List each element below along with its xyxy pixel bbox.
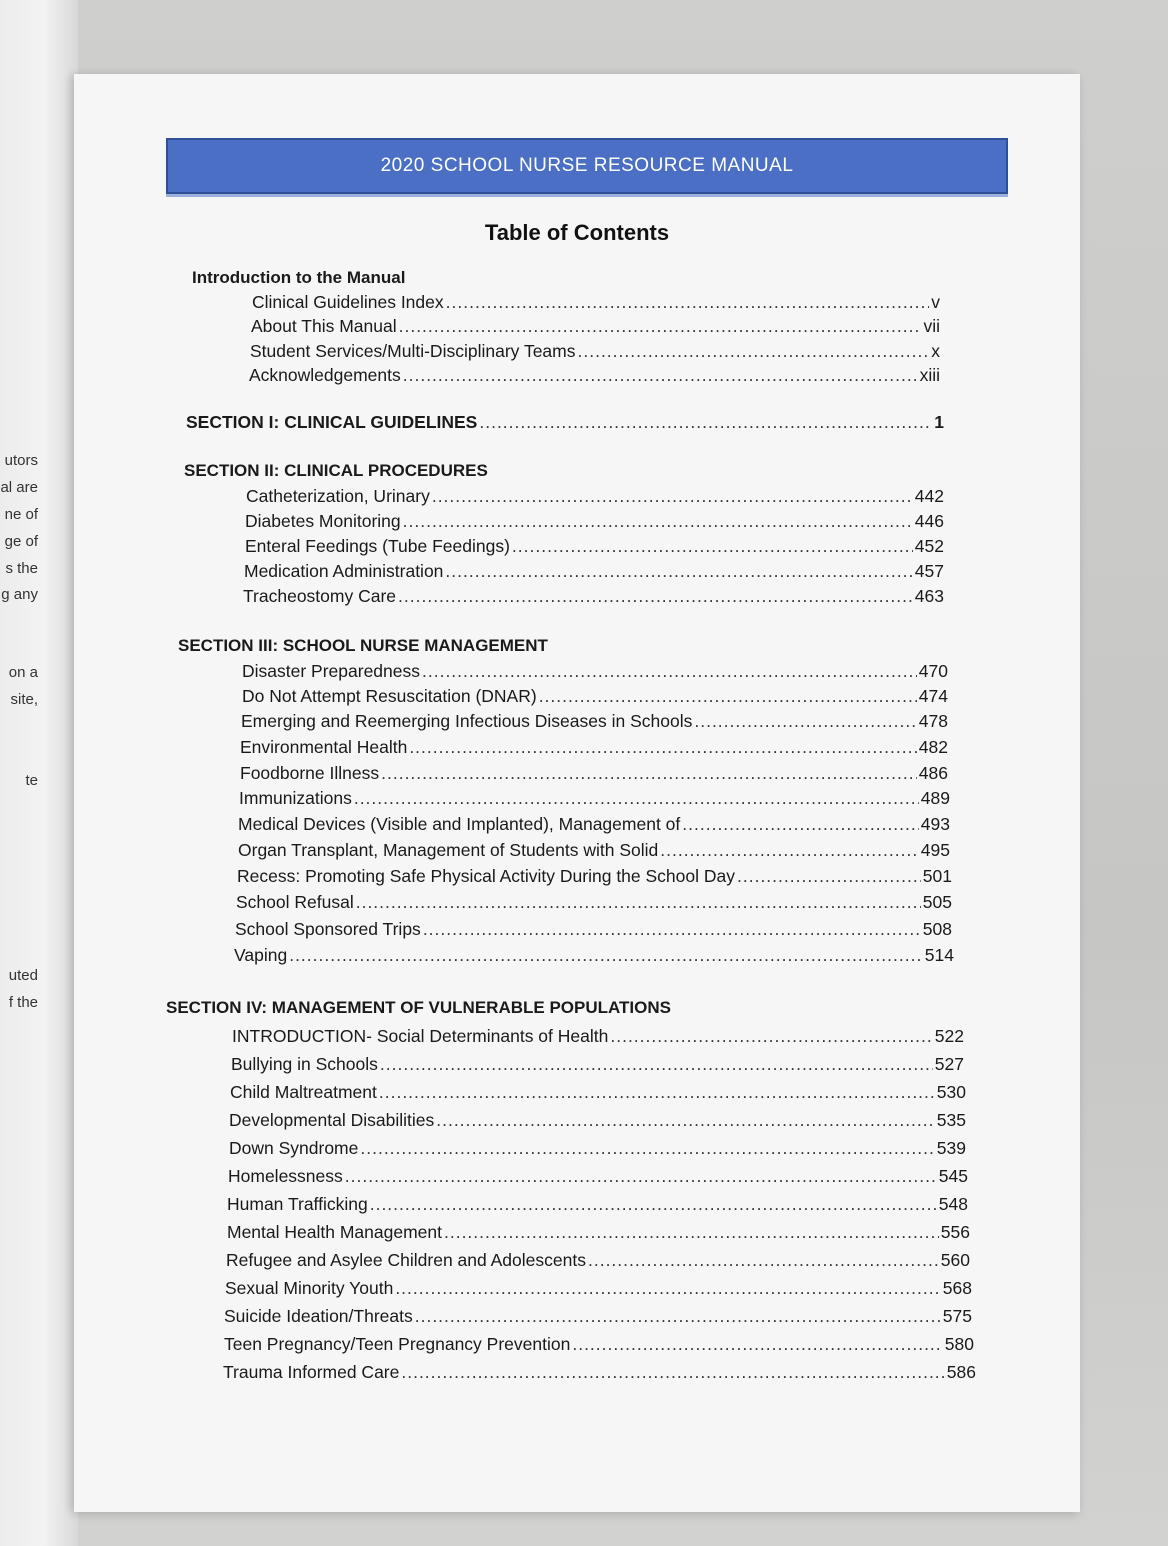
toc-entry[interactable] [230,1082,966,1103]
toc-entry-page: 527 [934,1054,964,1074]
leader-dots [415,1306,941,1327]
facing-page-text: g any [1,586,38,603]
toc-entry[interactable] [234,945,954,966]
toc-entry[interactable] [241,711,948,732]
toc-entry-page: 535 [936,1110,966,1130]
leader-dots [479,412,932,433]
facing-page-text: utors [4,452,38,469]
leader-dots [360,1138,934,1159]
toc-entry-title: Teen Pregnancy/Teen Pregnancy Prevention [224,1334,571,1354]
leader-dots [398,586,913,607]
toc-entry-title: Developmental Disabilities [229,1110,435,1130]
leader-dots [436,1110,935,1131]
leader-dots [395,1278,940,1299]
toc-entry[interactable] [251,316,940,337]
facing-page-text: al are [0,479,38,496]
leader-dots [682,814,919,835]
toc-entry-page: 586 [946,1362,976,1382]
leader-dots [422,661,917,682]
toc-entry[interactable] [231,1054,964,1075]
toc-section-clinical-guidelines[interactable] [186,412,944,433]
facing-page-text: f the [8,994,38,1011]
toc-entry-title: Student Services/Multi-Disciplinary Teams [250,341,576,361]
toc-entry[interactable] [226,1250,970,1271]
leader-dots [370,1194,937,1215]
toc-title: Table of Contents [484,220,670,245]
toc-entry-title: Vaping [234,945,288,965]
leader-dots [610,1026,932,1047]
facing-page-text: on a [8,664,38,681]
toc-entry-page: 470 [918,661,948,681]
leader-dots [578,341,930,362]
toc-entry-title: Refugee and Asylee Children and Adolescents [226,1250,586,1270]
leader-dots [737,866,921,887]
leader-dots [694,711,916,732]
toc-entry[interactable] [227,1194,968,1215]
leader-dots [379,1082,935,1103]
toc-entry-page: 482 [918,737,948,757]
toc-entry-page: 508 [922,919,952,939]
toc-entry-page: 580 [944,1334,974,1354]
toc-entry[interactable] [238,840,950,861]
toc-entry-title: Down Syndrome [229,1138,359,1158]
facing-page-text: ne of [4,506,38,523]
toc-heading-clinical-procedures: SECTION II: CLINICAL PROCEDURES [184,461,488,480]
toc-entry[interactable] [245,536,944,557]
toc-entry-title: Human Trafficking [227,1194,368,1214]
toc-entry-title: SECTION I: CLINICAL GUIDELINES [186,412,478,432]
toc-entry-page: 556 [940,1222,970,1242]
toc-entry-title: School Refusal [236,892,354,912]
table-of-contents [74,74,1080,1512]
facing-page-text: uted [8,967,38,984]
toc-entry[interactable] [240,763,948,784]
toc-entry[interactable] [245,511,944,532]
facing-page-edge [0,0,78,1546]
toc-entry-page: 530 [936,1082,966,1102]
toc-entry-title: Trauma Informed Care [223,1362,400,1382]
toc-entry-page: 463 [914,586,944,606]
toc-entry-page: 446 [914,511,944,531]
toc-entry[interactable] [224,1334,974,1355]
leader-dots [381,763,917,784]
toc-entry-title: Foodborne Illness [240,763,380,783]
toc-entry-title: Enteral Feedings (Tube Feedings) [245,536,510,556]
facing-page-text: s the [5,560,38,577]
toc-entry-page: 457 [914,561,944,581]
toc-entry-title: Mental Health Management [227,1222,442,1242]
toc-entry[interactable] [250,341,940,362]
toc-entry-title: INTRODUCTION- Social Determinants of Health [232,1026,609,1046]
toc-entry[interactable] [242,686,948,707]
toc-entry-page: 548 [938,1194,968,1214]
toc-entry[interactable] [223,1362,976,1383]
toc-entry-title: Sexual Minority Youth [225,1278,394,1298]
toc-entry-title: Immunizations [239,788,352,808]
toc-entry-title: Clinical Guidelines Index [252,292,444,312]
toc-entry-page: 489 [920,788,950,808]
manual-page [74,74,1080,1512]
toc-entry-title: Child Maltreatment [230,1082,377,1102]
toc-entry[interactable] [242,661,948,682]
toc-entry-page: xiii [919,365,940,385]
toc-entry[interactable] [243,586,944,607]
toc-entry-page: v [931,292,940,312]
toc-entry-page: 505 [922,892,952,912]
toc-entry[interactable] [229,1138,966,1159]
toc-entry-page: x [931,341,940,361]
toc-entry-page: 442 [914,486,944,506]
toc-heading-vulnerable-populations: SECTION IV: MANAGEMENT OF VULNERABLE POPULATIONS [166,998,671,1017]
leader-dots [356,892,921,913]
toc-entry-page: 514 [924,945,954,965]
toc-heading-introduction: Introduction to the Manual [192,268,406,287]
facing-page-text: site, [10,691,38,708]
toc-entry[interactable] [244,561,944,582]
toc-entry[interactable] [236,892,952,913]
toc-entry[interactable] [227,1222,970,1243]
leader-dots [289,945,923,966]
toc-entry-page: 522 [934,1026,964,1046]
toc-entry-page: 539 [936,1138,966,1158]
leader-dots [572,1334,942,1355]
toc-entry-title: Catheterization, Urinary [246,486,430,506]
toc-entry[interactable] [249,365,940,386]
leader-dots [403,365,918,386]
toc-entry-page: 493 [920,814,950,834]
toc-heading-school-nurse-management: SECTION III: SCHOOL NURSE MANAGEMENT [178,636,548,655]
toc-entry-page: 501 [922,866,952,886]
toc-entry-title: Emerging and Reemerging Infectious Diseases in Schools [241,711,693,731]
leader-dots [354,788,919,809]
toc-entry[interactable] [228,1166,968,1187]
leader-dots [380,1054,933,1075]
toc-entry-page: 575 [942,1306,972,1326]
leader-dots [512,536,913,557]
leader-dots [345,1166,937,1187]
toc-entry[interactable] [246,486,944,507]
toc-entry[interactable] [232,1026,964,1047]
toc-entry-title: Environmental Health [240,737,408,757]
toc-entry-title: Do Not Attempt Resuscitation (DNAR) [242,686,537,706]
leader-dots [539,686,917,707]
toc-entry-page: vii [923,316,940,336]
leader-dots [444,1222,939,1243]
toc-entry-page: 452 [914,536,944,556]
leader-dots [660,840,919,861]
manual-title-banner: 2020 SCHOOL NURSE RESOURCE MANUAL [166,138,1008,194]
toc-entry-title: Disaster Preparedness [242,661,420,681]
toc-entry-title: Homelessness [228,1166,343,1186]
toc-entry[interactable] [225,1278,972,1299]
toc-entry-page: 486 [918,763,948,783]
toc-entry[interactable] [229,1110,966,1131]
leader-dots [432,486,913,507]
toc-entry-page: 474 [918,686,948,706]
leader-dots [399,316,922,337]
toc-entry-title: Diabetes Monitoring [245,511,401,531]
toc-entry-page: 1 [934,412,944,432]
toc-entry[interactable] [252,292,940,313]
toc-entry-title: Medical Devices (Visible and Implanted), Management of [238,814,681,834]
leader-dots [588,1250,939,1271]
leader-dots [403,511,913,532]
toc-entry[interactable] [239,788,950,809]
toc-entry-title: Medication Administration [244,561,444,581]
facing-page-text: te [25,772,38,789]
toc-entry[interactable] [238,814,950,835]
facing-page-text: ge of [4,533,38,550]
toc-entry-page: 478 [918,711,948,731]
toc-entry-title: School Sponsored Trips [235,919,421,939]
toc-entry-title: Recess: Promoting Safe Physical Activity During the School Day [237,866,735,886]
leader-dots [445,561,912,582]
toc-entry-title: Tracheostomy Care [243,586,397,606]
leader-dots [401,1362,944,1383]
toc-entry[interactable] [224,1306,972,1327]
toc-entry-page: 560 [940,1250,970,1270]
toc-entry-page: 495 [920,840,950,860]
toc-entry-title: About This Manual [251,316,397,336]
toc-entry-title: Acknowledgements [249,365,401,385]
leader-dots [446,292,930,313]
toc-entry-page: 568 [942,1278,972,1298]
toc-entry[interactable] [237,866,952,887]
toc-entry-page: 545 [938,1166,968,1186]
toc-entry[interactable] [240,737,948,758]
leader-dots [423,919,921,940]
toc-entry[interactable] [235,919,952,940]
toc-entry-title: Suicide Ideation/Threats [224,1306,413,1326]
toc-entry-title: Organ Transplant, Management of Students with Solid [238,840,659,860]
leader-dots [409,737,916,758]
toc-entry-title: Bullying in Schools [231,1054,378,1074]
